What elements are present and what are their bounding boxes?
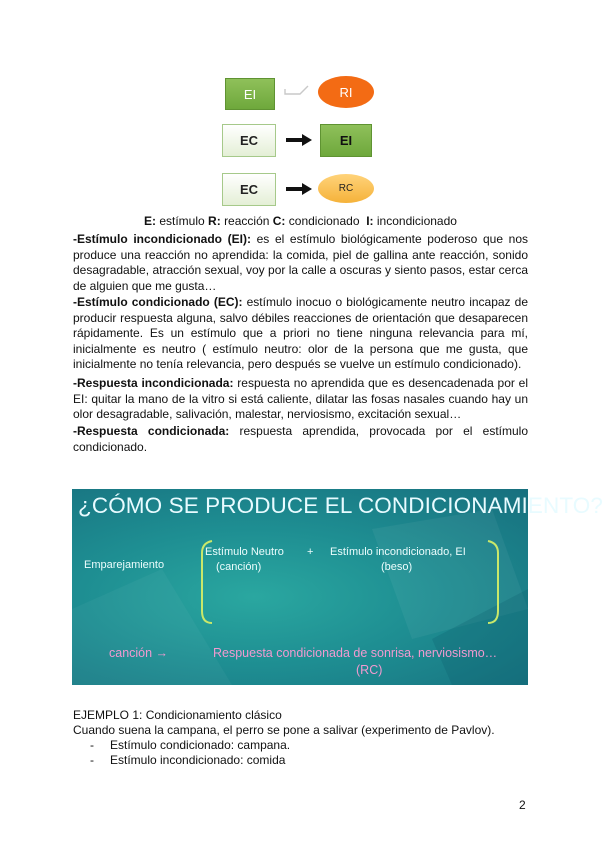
ec-box-2 [222, 173, 276, 206]
unconditioned-stimulus-line2: (beso) [381, 561, 413, 573]
conditioning-slide [72, 489, 603, 685]
ec-label-2: EC [239, 182, 259, 197]
ei-box-2 [320, 124, 372, 157]
ei-label-2: EI [339, 133, 353, 148]
list-item [90, 738, 290, 753]
definition-term: -Respuesta incondicionada: [73, 376, 234, 390]
definition-ei [73, 232, 528, 294]
neutral-stimulus-line2: (canción) [216, 561, 262, 573]
rc-label: RC [338, 183, 354, 194]
legend-r-val: reacción [224, 214, 270, 228]
ri-ellipse [318, 76, 374, 108]
definition-term: -Estímulo condicionado (EC): [73, 295, 243, 309]
definition-rc [73, 424, 528, 455]
definition-term: -Estímulo incondicionado (EI): [73, 232, 251, 246]
ei-label: EI [243, 86, 257, 102]
song-label: canción → [109, 646, 169, 660]
legend [144, 214, 457, 228]
definition-text: respuesta no aprendida que es desencadenada por el EI: quitar la mano de la vitro si está caliente, dilatar las fosas nasales cuando hay un olor desagradable, salivación, malestar, nerviosismo, excitación sexual… [73, 376, 528, 422]
legend-c-val: condicionado [288, 214, 360, 228]
legend-e-key: E: [144, 214, 156, 228]
page-number: 2 [519, 798, 526, 812]
pairing-label: Emparejamiento [84, 559, 165, 571]
legend-r-key: R: [208, 214, 221, 228]
ec-label-1: EC [239, 133, 259, 148]
definition-text: respuesta aprendida, provocada por el estímulo condicionado. [73, 424, 528, 454]
legend-i-val: incondicionado [376, 214, 457, 228]
list-item-text: Estímulo incondicionado: comida [110, 753, 286, 767]
right-bracket-icon [484, 539, 504, 625]
legend-i-key: I: [366, 214, 374, 228]
example-heading: EJEMPLO 1: Condicionamiento clásico [73, 708, 282, 722]
ri-label: RI [339, 84, 353, 100]
legend-c-key: C: [272, 214, 286, 228]
unconditioned-stimulus-line1: Estímulo incondicionado, EI [330, 546, 466, 558]
response-line2: (RC) [356, 663, 383, 677]
response-line1: Respuesta condicionada de sonrisa, nerviosismo… [213, 646, 498, 660]
slide-title: ¿CÓMO SE PRODUCE EL CONDICIONAMIENTO? [78, 493, 603, 518]
rc-ellipse [318, 174, 374, 203]
legend-e-val: estímulo [159, 214, 205, 228]
ei-box [225, 78, 275, 110]
example-sentence: Cuando suena la campana, el perro se pone a salivar (experimento de Pavlov). [73, 723, 495, 737]
list-item-text: Estímulo condicionado: campana. [110, 738, 291, 752]
bullet-dash: - [90, 738, 94, 752]
bullet-dash: - [90, 753, 94, 767]
list-item [90, 753, 285, 768]
ec-box-1 [222, 124, 276, 157]
definition-text: es el estímulo biológicamente poderoso que nos produce una reacción no aprendida: la comida, piel de gallina ante reacción, sonido desagradable, atracción sexual, voy por la calle a oscuras y siento pasos, estar cerca de alguien que me gusta… [73, 232, 529, 293]
faint-arrow-icon [284, 84, 310, 100]
definition-text: estímulo inocuo o biológicamente neutro incapaz de producir respuesta alguna, salvo débiles reacciones de orientación que desaparecen rápidamente. Es un estímulo que a priori no tiene ninguna relevancia para mí, inicialmente es neutro ( estímulo neutro: olor de la persona que me gusta, que inicialmente no tenía relevancia, pero después se vuelve un estímulo condicionado). [73, 295, 528, 372]
arrow-right-icon [286, 134, 312, 146]
plus-sign: + [307, 546, 314, 558]
definition-term: -Respuesta condicionada: [73, 424, 230, 438]
definition-ec [73, 295, 528, 373]
arrow-right-icon [286, 183, 312, 195]
neutral-stimulus-line1: Estímulo Neutro [205, 546, 284, 558]
definition-ri [73, 376, 528, 423]
